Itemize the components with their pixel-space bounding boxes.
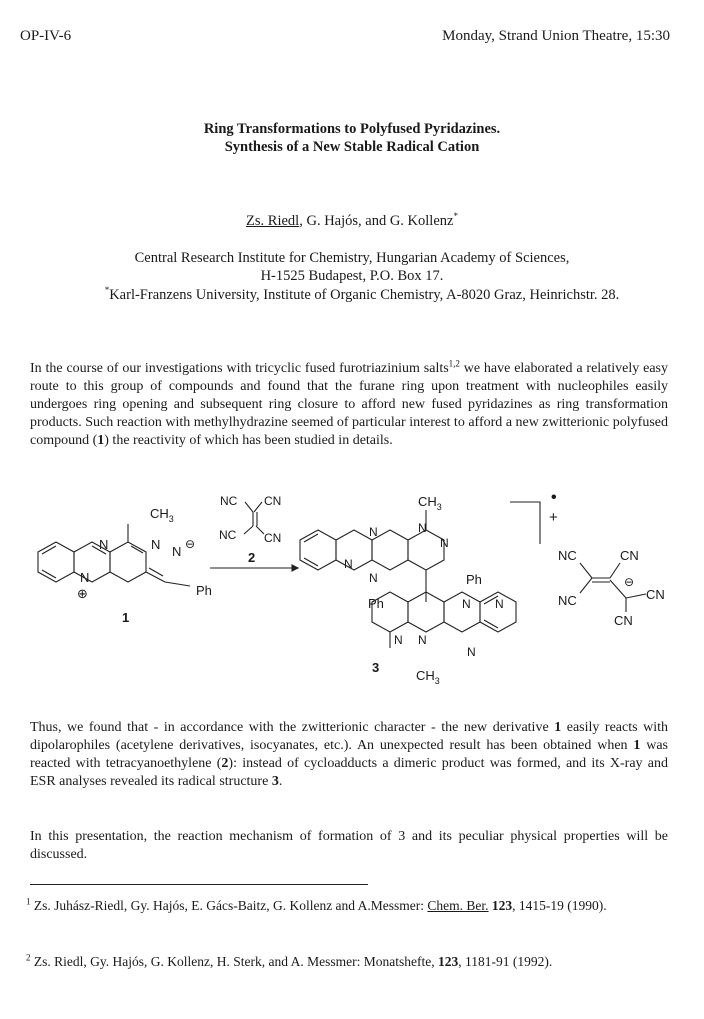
phenyl-group: Ph <box>368 596 384 611</box>
footnote-2 <box>26 953 666 971</box>
cyano-group: CN <box>264 494 282 508</box>
paragraph-2 <box>30 719 668 791</box>
atom-N: N <box>172 544 182 559</box>
atom-N: N <box>440 536 449 550</box>
affiliation-2: Karl-Franzens University, Institute of Organic Chemistry, A-8020 Graz, Heinrichstr. 28. <box>109 287 620 303</box>
p1-ref: 1,2 <box>448 358 460 369</box>
affiliation-mark: * <box>104 285 110 296</box>
atom-N: N <box>495 597 504 611</box>
p2-text-a: Thus, we found that - in accordance with the zwitterionic character - the new derivative <box>30 720 555 735</box>
p1-compound-1: 1 <box>97 433 105 448</box>
atom-N: N <box>99 537 109 552</box>
atom-N: N <box>462 597 471 611</box>
cyano-group: CN <box>620 548 639 563</box>
atom-N: N <box>418 633 427 647</box>
methyl-group: $CH_3$ <box>418 494 442 512</box>
footnote-1-journal: Chem. Ber. <box>427 898 489 913</box>
footnote-rule <box>30 884 368 885</box>
atom-N: N <box>344 557 353 571</box>
compound-3-structure <box>300 489 558 686</box>
compound-label-1: 1 <box>122 610 130 625</box>
p2-text-c: was reacted with tetracyanoethylene ( <box>30 738 668 771</box>
cyano-group: CN <box>614 613 633 628</box>
footnote-1-mark: 1 <box>26 896 31 907</box>
footnote-2-text: Zs. Riedl, Gy. Hajós, G. Kollenz, H. Sterk, and A. Messmer: Monatshefte, <box>30 954 438 969</box>
author-mark: * <box>453 211 458 222</box>
compound-1-structure <box>38 506 212 625</box>
footnote-2-volume: 123 <box>437 954 459 969</box>
methyl-group: $CH_3$ <box>150 506 174 524</box>
positive-charge: ⊕ <box>77 586 88 601</box>
p2-compound-1: 1 <box>554 720 562 735</box>
counterion-structure <box>558 548 665 628</box>
p2-compound-2: 2 <box>221 756 229 771</box>
atom-N: N <box>394 633 403 647</box>
p2-compound-1-again: 1 <box>633 738 641 753</box>
p2-text-d: ): instead of cycloadducts a dimeric product was formed, and its X-ray and ESR analyses revealed its radical structure <box>30 756 668 789</box>
atom-N: N <box>369 571 378 585</box>
reaction-scheme <box>0 480 704 700</box>
presenting-author: Zs. Riedl <box>246 213 300 229</box>
title-line-1: Ring Transformations to Polyfused Pyridazines. <box>203 121 501 137</box>
authors <box>0 213 704 230</box>
p2-text-e: . <box>278 774 283 789</box>
title-line-2: Synthesis of a New Stable Radical Cation <box>224 139 480 155</box>
compound-2-structure <box>219 494 281 565</box>
cyano-group: NC <box>220 494 238 508</box>
atom-N: N <box>418 521 427 535</box>
affiliation-line-3 <box>10 287 704 304</box>
footnote-1-text: Zs. Juhász-Riedl, Gy. Hajós, E. Gács-Baitz, G. Kollenz and A.Messmer: <box>30 898 428 913</box>
cation-charge: + <box>549 509 558 526</box>
affiliation-line-2: H-1525 Budapest, P.O. Box 17. <box>260 268 444 284</box>
footnote-1-volume: 123 <box>488 898 513 913</box>
atom-N: N <box>467 645 476 659</box>
footnote-2-mark: 2 <box>26 952 31 963</box>
cyano-group: NC <box>558 548 577 563</box>
footnote-1-pages: , 1415-19 (1990). <box>512 898 607 913</box>
p1-text-c: ) the reactivity of which has been studied in details. <box>104 433 393 448</box>
atom-N: N <box>151 537 161 552</box>
atom-N: N <box>369 525 378 539</box>
p1-text-b: we have elaborated a relatively easy route to this group of compounds and found that the furane ring upon treatment with nucleophiles easily undergoes ring opening and subsequent ring closure to afford new fused pyridazines as ring transformation products. Such reaction with methylhydrazine seemed of particular interest to afford a new zwitterionic polyfused compound ( <box>30 361 668 448</box>
negative-charge: ⊖ <box>185 537 196 551</box>
affiliation-line-1: Central Research Institute for Chemistry, Hungarian Academy of Sciences, <box>134 250 570 266</box>
radical-dot: • <box>551 489 557 506</box>
compound-label-2: 2 <box>248 550 256 565</box>
negative-charge: ⊖ <box>624 575 635 589</box>
footnote-1 <box>26 897 666 915</box>
cyano-group: CN <box>264 531 282 545</box>
p2-text-b: easily reacts with dipolarophiles (acetylene derivatives, isocyanates, etc.). An unexpected result has been obtained when <box>30 720 668 753</box>
p2-compound-3: 3 <box>271 774 279 789</box>
co-authors: , G. Hajós, and G. Kollenz <box>299 213 454 229</box>
cyano-group: NC <box>558 593 577 608</box>
footnote-2-pages: , 1181-91 (1992). <box>458 954 553 969</box>
paragraph-1 <box>30 360 668 450</box>
p1-text-a: In the course of our investigations with tricyclic fused furotriazinium salts <box>30 361 449 376</box>
phenyl-group: Ph <box>466 572 482 587</box>
compound-label-3: 3 <box>372 660 380 675</box>
session-code: OP-IV-6 <box>20 28 72 44</box>
paragraph-3: In this presentation, the reaction mechanism of formation of 3 and its peculiar physical properties will be discussed. <box>30 829 668 862</box>
reaction-arrow <box>210 565 298 571</box>
atom-N: N <box>80 570 90 585</box>
session-info: Monday, Strand Union Theatre, 15:30 <box>442 28 670 44</box>
methyl-group: $CH_3$ <box>416 668 440 686</box>
cyano-group: CN <box>646 587 665 602</box>
cyano-group: NC <box>219 528 237 542</box>
phenyl-group: Ph <box>196 583 212 598</box>
